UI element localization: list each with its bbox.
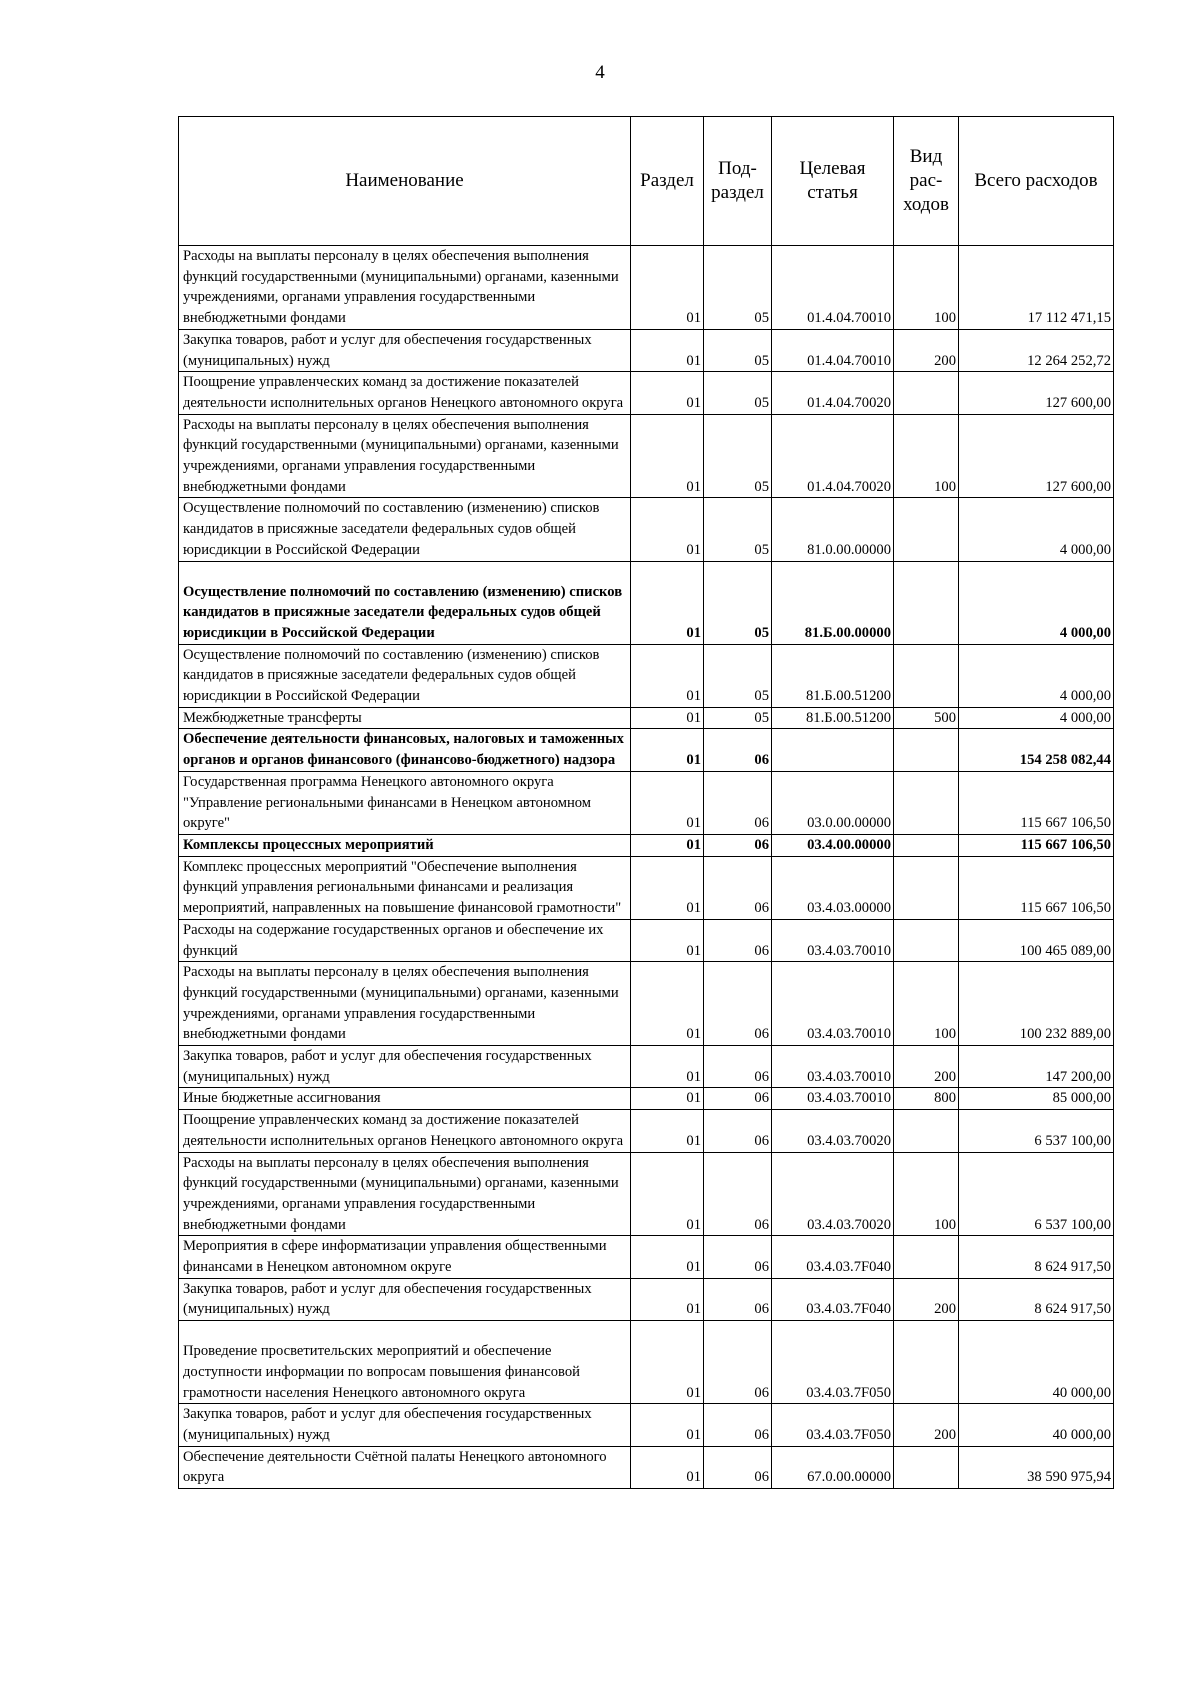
- cell-total: 4 000,00: [959, 644, 1114, 707]
- cell-podrazdel: 06: [704, 919, 772, 961]
- cell-razdel: 01: [631, 372, 704, 414]
- cell-vid-rashodov: 200: [894, 1278, 959, 1320]
- cell-razdel: 01: [631, 1278, 704, 1320]
- cell-tselevaya-statya: 01.4.04.70020: [772, 372, 894, 414]
- cell-name: Мероприятия в сфере информатизации управления общественными финансами в Ненецком автономном округе: [179, 1236, 631, 1278]
- cell-total: 115 667 106,50: [959, 834, 1114, 856]
- table-row: [179, 561, 1114, 644]
- cell-name: Расходы на выплаты персоналу в целях обеспечения выполнения функций государственными (муниципальными) органами, казенными учреждениями, органами управления государственными внебюджетными фондами: [179, 1152, 631, 1236]
- cell-podrazdel: 05: [704, 414, 772, 498]
- cell-tselevaya-statya: 01.4.04.70010: [772, 329, 894, 371]
- header-total: Всего расходов: [959, 117, 1114, 246]
- cell-name: Поощрение управленческих команд за достижение показателей деятельности исполнительных органов Ненецкого автономного округа: [179, 372, 631, 414]
- cell-total: 4 000,00: [959, 498, 1114, 561]
- cell-podrazdel: 06: [704, 1446, 772, 1488]
- cell-razdel: 01: [631, 962, 704, 1046]
- cell-vid-rashodov: [894, 1236, 959, 1278]
- cell-total: 6 537 100,00: [959, 1110, 1114, 1152]
- cell-podrazdel: 06: [704, 1046, 772, 1088]
- cell-name: Закупка товаров, работ и услуг для обеспечения государственных (муниципальных) нужд: [179, 1278, 631, 1320]
- cell-total: 40 000,00: [959, 1321, 1114, 1404]
- header-vid-rashodov: Вид рас- ходов: [894, 117, 959, 246]
- table-row: [179, 372, 1114, 414]
- cell-name: Поощрение управленческих команд за достижение показателей деятельности исполнительных органов Ненецкого автономного округа: [179, 1110, 631, 1152]
- cell-total: 127 600,00: [959, 372, 1114, 414]
- table-row: [179, 834, 1114, 856]
- cell-tselevaya-statya: 03.4.03.70010: [772, 1088, 894, 1110]
- cell-tselevaya-statya: 01.4.04.70010: [772, 246, 894, 330]
- cell-podrazdel: 06: [704, 1278, 772, 1320]
- cell-razdel: 01: [631, 414, 704, 498]
- cell-total: 12 264 252,72: [959, 329, 1114, 371]
- cell-total: 4 000,00: [959, 707, 1114, 729]
- cell-tselevaya-statya: 03.4.03.70020: [772, 1110, 894, 1152]
- cell-total: 100 232 889,00: [959, 962, 1114, 1046]
- cell-tselevaya-statya: 03.4.03.70010: [772, 919, 894, 961]
- cell-name: Комплексы процессных мероприятий: [179, 834, 631, 856]
- header-podrazdel: Под- раздел: [704, 117, 772, 246]
- cell-total: 4 000,00: [959, 561, 1114, 644]
- cell-vid-rashodov: 100: [894, 962, 959, 1046]
- cell-podrazdel: 06: [704, 1152, 772, 1236]
- cell-tselevaya-statya: 03.4.03.70020: [772, 1152, 894, 1236]
- table-row: [179, 1278, 1114, 1320]
- cell-name: Государственная программа Ненецкого автономного округа "Управление региональными финансами в Ненецком автономном округе": [179, 771, 631, 834]
- budget-table: [178, 116, 1114, 1489]
- cell-razdel: 01: [631, 246, 704, 330]
- cell-podrazdel: 06: [704, 729, 772, 771]
- cell-name: Проведение просветительских мероприятий и обеспечение доступности информации по вопросам повышения финансовой грамотности населения Ненецкого автономного округа: [179, 1321, 631, 1404]
- cell-vid-rashodov: [894, 1446, 959, 1488]
- cell-razdel: 01: [631, 498, 704, 561]
- cell-razdel: 01: [631, 919, 704, 961]
- cell-tselevaya-statya: 81.Б.00.51200: [772, 707, 894, 729]
- cell-name: Осуществление полномочий по составлению (изменению) списков кандидатов в присяжные заседатели федеральных судов общей юрисдикции в Российской Федерации: [179, 561, 631, 644]
- table-header-row: [179, 117, 1114, 246]
- cell-total: 147 200,00: [959, 1046, 1114, 1088]
- cell-razdel: 01: [631, 834, 704, 856]
- table-row: [179, 246, 1114, 330]
- cell-total: 127 600,00: [959, 414, 1114, 498]
- page-number: 4: [595, 62, 605, 83]
- cell-name: Закупка товаров, работ и услуг для обеспечения государственных (муниципальных) нужд: [179, 1404, 631, 1446]
- cell-total: 8 624 917,50: [959, 1278, 1114, 1320]
- cell-total: 154 258 082,44: [959, 729, 1114, 771]
- cell-tselevaya-statya: 03.4.03.70010: [772, 962, 894, 1046]
- cell-vid-rashodov: [894, 561, 959, 644]
- cell-podrazdel: 05: [704, 498, 772, 561]
- cell-tselevaya-statya: 03.4.03.00000: [772, 856, 894, 919]
- table-row: [179, 329, 1114, 371]
- header-tselevaya-statya: Целевая статья: [772, 117, 894, 246]
- cell-name: Расходы на выплаты персоналу в целях обеспечения выполнения функций государственными (муниципальными) органами, казенными учреждениями, органами управления государственными внебюджетными фондами: [179, 246, 631, 330]
- table-row: [179, 1046, 1114, 1088]
- cell-razdel: 01: [631, 561, 704, 644]
- cell-vid-rashodov: 800: [894, 1088, 959, 1110]
- cell-razdel: 01: [631, 1110, 704, 1152]
- cell-tselevaya-statya: 03.4.03.7F050: [772, 1321, 894, 1404]
- cell-name: Иные бюджетные ассигнования: [179, 1088, 631, 1110]
- cell-name: Закупка товаров, работ и услуг для обеспечения государственных (муниципальных) нужд: [179, 1046, 631, 1088]
- cell-vid-rashodov: [894, 834, 959, 856]
- table-row: [179, 1404, 1114, 1446]
- cell-razdel: 01: [631, 1446, 704, 1488]
- cell-vid-rashodov: [894, 644, 959, 707]
- table-row: [179, 919, 1114, 961]
- table-row: [179, 498, 1114, 561]
- cell-razdel: 01: [631, 329, 704, 371]
- cell-tselevaya-statya: [772, 729, 894, 771]
- cell-razdel: 01: [631, 729, 704, 771]
- cell-tselevaya-statya: 81.0.00.00000: [772, 498, 894, 561]
- table-row: [179, 414, 1114, 498]
- cell-tselevaya-statya: 01.4.04.70020: [772, 414, 894, 498]
- table-row: [179, 1446, 1114, 1488]
- cell-name: Осуществление полномочий по составлению (изменению) списков кандидатов в присяжные заседатели федеральных судов общей юрисдикции в Российской Федерации: [179, 644, 631, 707]
- table-body: [179, 246, 1114, 1489]
- cell-name: Расходы на содержание государственных органов и обеспечение их функций: [179, 919, 631, 961]
- cell-razdel: 01: [631, 1404, 704, 1446]
- cell-podrazdel: 05: [704, 644, 772, 707]
- cell-podrazdel: 06: [704, 1110, 772, 1152]
- cell-vid-rashodov: [894, 729, 959, 771]
- cell-vid-rashodov: 200: [894, 329, 959, 371]
- cell-tselevaya-statya: 03.4.00.00000: [772, 834, 894, 856]
- cell-podrazdel: 06: [704, 856, 772, 919]
- table-row: [179, 962, 1114, 1046]
- cell-total: 8 624 917,50: [959, 1236, 1114, 1278]
- cell-total: 38 590 975,94: [959, 1446, 1114, 1488]
- cell-name: Обеспечение деятельности Счётной палаты Ненецкого автономного округа: [179, 1446, 631, 1488]
- cell-podrazdel: 06: [704, 1088, 772, 1110]
- cell-razdel: 01: [631, 644, 704, 707]
- cell-vid-rashodov: [894, 919, 959, 961]
- cell-podrazdel: 06: [704, 1404, 772, 1446]
- cell-podrazdel: 05: [704, 561, 772, 644]
- cell-podrazdel: 05: [704, 707, 772, 729]
- cell-razdel: 01: [631, 1236, 704, 1278]
- cell-name: Комплекс процессных мероприятий "Обеспечение выполнения функций управления региональными финансами и реализация мероприятий, направленных на повышение финансовой грамотности": [179, 856, 631, 919]
- table-row: [179, 1152, 1114, 1236]
- cell-name: Расходы на выплаты персоналу в целях обеспечения выполнения функций государственными (муниципальными) органами, казенными учреждениями, органами управления государственными внебюджетными фондами: [179, 962, 631, 1046]
- table-row: [179, 1110, 1114, 1152]
- cell-total: 115 667 106,50: [959, 856, 1114, 919]
- cell-vid-rashodov: 500: [894, 707, 959, 729]
- cell-name: Обеспечение деятельности финансовых, налоговых и таможенных органов и органов финансового (финансово-бюджетного) надзора: [179, 729, 631, 771]
- cell-tselevaya-statya: 03.0.00.00000: [772, 771, 894, 834]
- cell-tselevaya-statya: 03.4.03.7F050: [772, 1404, 894, 1446]
- cell-name: Закупка товаров, работ и услуг для обеспечения государственных (муниципальных) нужд: [179, 329, 631, 371]
- cell-name: Межбюджетные трансферты: [179, 707, 631, 729]
- cell-vid-rashodov: 100: [894, 1152, 959, 1236]
- cell-podrazdel: 05: [704, 246, 772, 330]
- cell-podrazdel: 06: [704, 1321, 772, 1404]
- cell-total: 85 000,00: [959, 1088, 1114, 1110]
- cell-razdel: 01: [631, 856, 704, 919]
- cell-podrazdel: 05: [704, 372, 772, 414]
- cell-total: 6 537 100,00: [959, 1152, 1114, 1236]
- cell-razdel: 01: [631, 1321, 704, 1404]
- table-row: [179, 856, 1114, 919]
- cell-tselevaya-statya: 03.4.03.7F040: [772, 1236, 894, 1278]
- cell-total: 115 667 106,50: [959, 771, 1114, 834]
- cell-tselevaya-statya: 03.4.03.7F040: [772, 1278, 894, 1320]
- cell-vid-rashodov: 100: [894, 414, 959, 498]
- cell-vid-rashodov: [894, 856, 959, 919]
- table-row: [179, 1088, 1114, 1110]
- cell-podrazdel: 06: [704, 962, 772, 1046]
- cell-vid-rashodov: [894, 1110, 959, 1152]
- cell-razdel: 01: [631, 1088, 704, 1110]
- cell-vid-rashodov: [894, 771, 959, 834]
- cell-tselevaya-statya: 81.Б.00.00000: [772, 561, 894, 644]
- table-row: [179, 771, 1114, 834]
- header-razdel: Раздел: [631, 117, 704, 246]
- table-row: [179, 707, 1114, 729]
- cell-tselevaya-statya: 81.Б.00.51200: [772, 644, 894, 707]
- table-row: [179, 1321, 1114, 1404]
- cell-podrazdel: 06: [704, 771, 772, 834]
- cell-vid-rashodov: [894, 498, 959, 561]
- header-name: Наименование: [179, 117, 631, 246]
- table-row: [179, 729, 1114, 771]
- cell-podrazdel: 06: [704, 834, 772, 856]
- cell-razdel: 01: [631, 771, 704, 834]
- cell-total: 17 112 471,15: [959, 246, 1114, 330]
- cell-name: Расходы на выплаты персоналу в целях обеспечения выполнения функций государственными (муниципальными) органами, казенными учреждениями, органами управления государственными внебюджетными фондами: [179, 414, 631, 498]
- cell-razdel: 01: [631, 1152, 704, 1236]
- cell-vid-rashodov: [894, 372, 959, 414]
- cell-razdel: 01: [631, 707, 704, 729]
- table-row: [179, 1236, 1114, 1278]
- cell-podrazdel: 06: [704, 1236, 772, 1278]
- cell-podrazdel: 05: [704, 329, 772, 371]
- table-row: [179, 644, 1114, 707]
- cell-vid-rashodov: 200: [894, 1404, 959, 1446]
- cell-razdel: 01: [631, 1046, 704, 1088]
- cell-total: 40 000,00: [959, 1404, 1114, 1446]
- cell-tselevaya-statya: 67.0.00.00000: [772, 1446, 894, 1488]
- cell-vid-rashodov: [894, 1321, 959, 1404]
- cell-total: 100 465 089,00: [959, 919, 1114, 961]
- cell-vid-rashodov: 100: [894, 246, 959, 330]
- cell-vid-rashodov: 200: [894, 1046, 959, 1088]
- cell-name: Осуществление полномочий по составлению (изменению) списков кандидатов в присяжные заседатели федеральных судов общей юрисдикции в Российской Федерации: [179, 498, 631, 561]
- cell-tselevaya-statya: 03.4.03.70010: [772, 1046, 894, 1088]
